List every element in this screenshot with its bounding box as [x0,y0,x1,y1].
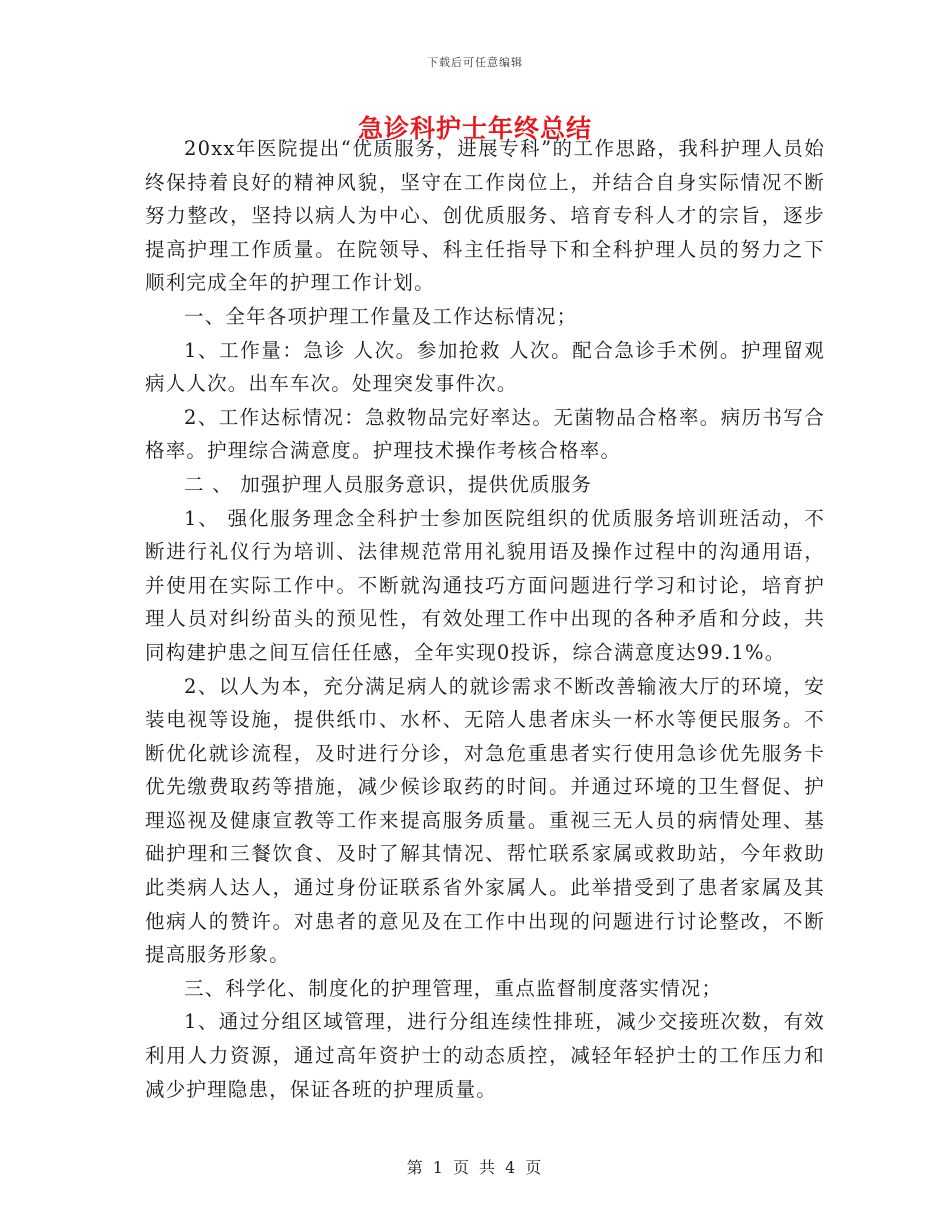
section-heading-3: 三、科学化、制度化的护理管理，重点监督制度落实情况； [184,976,723,1000]
footer-total-pages: 4 [505,1158,518,1177]
document-body [145,132,825,1106]
paragraph-group-management: 1、通过分组区域管理，进行分组连续性排班，减少交接班次数，有效利用人力资源，通过高年资护士的动态质控，减轻年轻护士的工作压力和减少护理隐患，保证各班的护理质量。 [145,1010,825,1101]
footer-page-prefix: 第 [406,1158,425,1177]
section-heading-2: 二 、 加强护理人员服务意识，提供优质服务 [184,472,593,496]
paragraph-workload: 1、工作量：急诊 人次。参加抢救 人次。配合急诊手术例。护理留观病人人次。出车车次。处理突发事件次。 [145,338,825,396]
section-heading-1: 一、全年各项护理工作量及工作达标情况； [184,304,578,328]
footer-page-word: 页 [452,1158,471,1177]
paragraph-patient-centered: 2、以人为本，充分满足病人的就诊需求不断改善输液大厅的环境，安装电视等设施，提供纸巾、水杯、无陪人患者床头一杯水等便民服务。不断优化就诊流程，及时进行分诊，对急危重患者实行使用急诊优先服务卡优先缴费取药等措施，减少候诊取药的时间。并通过环境的卫生督促、护理巡视及健康宣教等工作来提高服务质量。重视三无人员的病情处理、基础护理和三餐饮食、及时了解其情况、帮忙联系家属或救助站，今年救助此类病人达人，通过身份证联系省外家属人。此举措受到了患者家属及其他病人的赞许。对患者的意见及在工作中出现的问题进行讨论整改，不断提高服务形象。 [145,674,825,967]
paragraph-intro: 20xx年医院提出“优质服务，进展专科”的工作思路，我科护理人员始终保持着良好的精神风貌，坚守在工作岗位上，并结合自身实际情况不断努力整改，坚持以病人为中心、创优质服务、培育专科人才的宗旨，逐步提高护理工作质量。在院领导、科主任指导下和全科护理人员的努力之下顺利完成全年的护理工作计划。 [145,137,825,295]
document-title: 急诊科护士年终总结 [357,114,592,143]
paragraph-service-concept: 1、 强化服务理念全科护士参加医院组织的优质服务培训班活动，不断进行礼仪行为培训、法律规范常用礼貌用语及操作过程中的沟通用语，并使用在实际工作中。不断就沟通技巧方面问题进行学习和讨论，培育护理人员对纠纷苗头的预见性，有效处理工作中出现的各种矛盾和分歧，共同构建护患之间互信任任感，全年实现0投诉，综合满意度达99.1%。 [145,506,825,664]
footer-total-prefix: 共 [479,1158,498,1177]
paragraph-standards: 2、工作达标情况：急救物品完好率达。无菌物品合格率。病历书写合格率。护理综合满意度。护理技术操作考核合格率。 [145,405,825,463]
footer-current-page: 1 [432,1158,445,1177]
page-footer [0,1155,950,1178]
footer-total-suffix: 页 [525,1158,544,1177]
header-note: 下载后可任意编辑 [427,56,523,69]
